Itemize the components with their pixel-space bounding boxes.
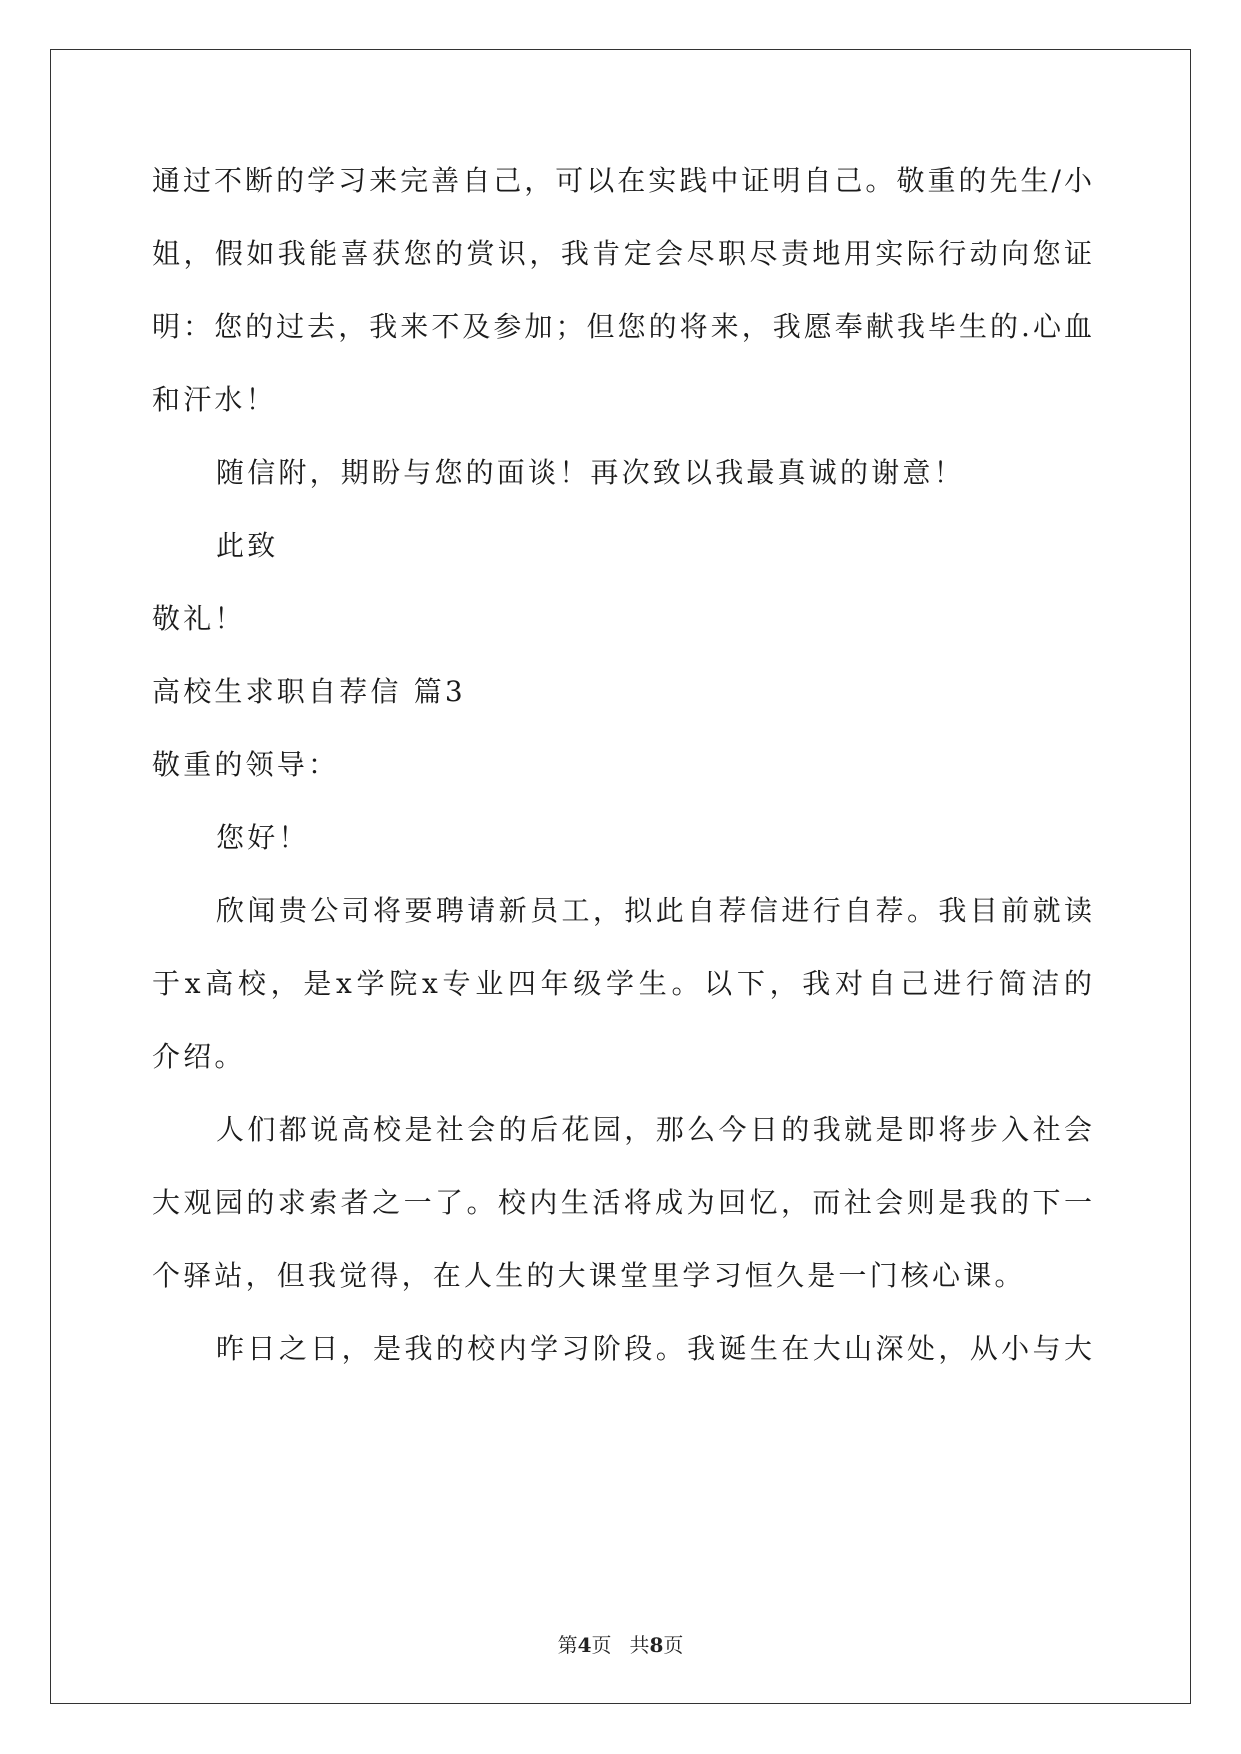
- text-line: 随信附，期盼与您的面谈！再次致以我最真诚的谢意！: [216, 456, 965, 489]
- text-line: 姐，假如我能喜获您的赏识，我肯定会尽职尽责地用实际行动向您证: [152, 237, 1092, 270]
- text-line: 人们都说高校是社会的后花园，那么今日的我就是即将步入社会: [216, 1113, 1092, 1146]
- page-prefix: 第: [557, 1633, 578, 1657]
- text-line: 介绍。: [152, 1040, 246, 1073]
- total-suffix: 页: [663, 1633, 684, 1657]
- text-line: 欣闻贵公司将要聘请新员工，拟此自荐信进行自荐。我目前就读: [216, 894, 1092, 927]
- text-line: 敬礼！: [152, 602, 246, 635]
- text-line: 个驿站，但我觉得，在人生的大课堂里学习恒久是一门核心课。: [152, 1259, 1026, 1292]
- section-heading: 高校生求职自荐信 篇3: [152, 675, 466, 708]
- salutation: 敬重的领导：: [152, 748, 340, 781]
- page-border: [50, 49, 1191, 1704]
- text-line: 于x高校，是x学院x专业四年级学生。以下，我对自己进行简洁的: [152, 967, 1092, 1000]
- text-line: 昨日之日，是我的校内学习阶段。我诞生在大山深处，从小与大: [216, 1332, 1092, 1365]
- text-line: 通过不断的学习来完善自己，可以在实践中证明自己。敬重的先生/小: [152, 164, 1092, 197]
- text-line: 大观园的求索者之一了。校内生活将成为回忆，而社会则是我的下一: [152, 1186, 1092, 1219]
- text-line: 明：您的过去，我来不及参加；但您的将来，我愿奉献我毕生的.心血: [152, 310, 1092, 343]
- page-suffix: 页: [591, 1633, 612, 1657]
- text-line: 您好！: [216, 821, 310, 854]
- total-pages: 8: [649, 1633, 664, 1657]
- total-prefix: 共: [629, 1633, 650, 1657]
- page-number: 4: [577, 1633, 592, 1657]
- text-line: 和汗水！: [152, 383, 277, 416]
- page-footer: [0, 1633, 1241, 1657]
- text-line: 此致: [216, 529, 279, 562]
